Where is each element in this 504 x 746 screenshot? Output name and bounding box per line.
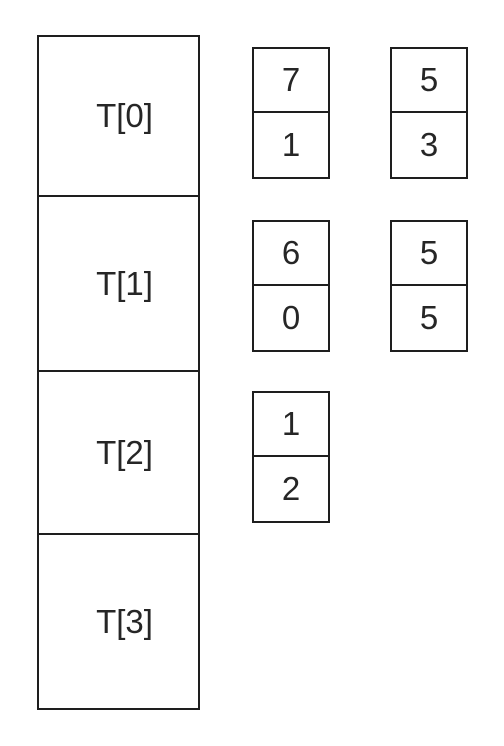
node-bottom-value: 3 (419, 126, 439, 163)
node-bottom-value: 2 (281, 470, 301, 507)
node-0-1 (390, 47, 468, 179)
table-row-0 (39, 37, 198, 197)
node-bottom-value: 5 (419, 299, 439, 336)
table-row-3 (39, 535, 198, 708)
node-top-value: 1 (254, 393, 328, 457)
table-row-label: T[2] (96, 433, 153, 471)
node-1-1 (390, 220, 468, 352)
hash-table (37, 35, 200, 710)
node-bottom-value: 0 (281, 299, 301, 336)
node-1-0 (252, 220, 330, 352)
node-top-value: 5 (392, 222, 466, 286)
table-row-label: T[0] (96, 97, 153, 134)
table-row-label: T[1] (96, 264, 153, 302)
node-0-0 (252, 47, 330, 179)
table-row-2 (39, 372, 198, 535)
node-top-value: 5 (392, 49, 466, 113)
node-top-value: 7 (254, 49, 328, 113)
table-row-1 (39, 197, 198, 372)
node-bottom-value: 1 (281, 126, 301, 163)
node-2-0 (252, 391, 330, 523)
node-top-value: 6 (254, 222, 328, 286)
table-row-label: T[3] (96, 602, 153, 640)
